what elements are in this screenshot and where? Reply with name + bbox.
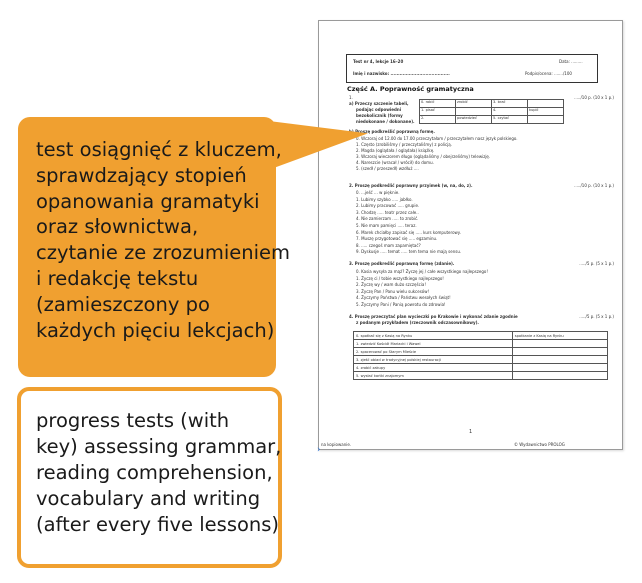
table-cell: 2. bbox=[420, 116, 456, 124]
name-field: Imię i nazwisko: ....................................... bbox=[353, 71, 450, 76]
q3-points: ...../5 p. (5 x 1 p.) bbox=[579, 261, 614, 266]
polish-description-callout bbox=[18, 117, 291, 377]
score-field: Podpis/ocena: ......./100 bbox=[525, 71, 572, 76]
table-cell: 4. zrobić zakupy bbox=[354, 364, 513, 372]
table-cell: 1. pisać bbox=[420, 108, 456, 116]
table-cell: 2. spacerować po Starym Mieście bbox=[354, 348, 513, 356]
exercise-line: 2. Magda (oglądała / oglądała) książkę. bbox=[356, 148, 435, 153]
text-line: i redakcję tekstu bbox=[36, 266, 199, 290]
q4-label-2: z podanym przykładem (rzeczownik odczasownikowy). bbox=[356, 320, 479, 325]
table-cell: zrobić bbox=[456, 100, 492, 108]
table-cell: 3. brać bbox=[492, 100, 528, 108]
text-line: każdych pięciu lekcjach) bbox=[36, 318, 275, 342]
table-cell: powiedzieć bbox=[456, 116, 492, 124]
table-cell: 4. bbox=[492, 108, 528, 116]
exercise-line: 9. Dyskusje ..... temat ..... tem tema nie mają sensu. bbox=[356, 249, 462, 255]
test-sheet bbox=[317, 20, 623, 455]
table-row bbox=[354, 340, 608, 348]
exercise-line: 0. Wczoraj od 12.00 do 17.00 przeczytałam / przeczytałem nasz język polskiego. bbox=[356, 136, 518, 141]
table-cell bbox=[456, 108, 492, 116]
table-cell: 1. zwiedzić Kościół Mariacki i Wawel bbox=[354, 340, 513, 348]
exercise-line: 3. Wczoraj wieczorem długo (oglądaliśmy / obejrzeliśmy) telewizję. bbox=[356, 154, 491, 159]
exercise-line: 4. Życzymy Państwa / Państwu wesołych świąt! bbox=[356, 295, 451, 301]
date-field: Data: ......... bbox=[559, 59, 583, 64]
table-row bbox=[420, 100, 564, 108]
page-number: 1 bbox=[469, 429, 473, 435]
plan-table bbox=[353, 331, 608, 380]
table-row bbox=[354, 364, 608, 372]
section-title: Część A. Poprawność gramatyczna bbox=[347, 85, 474, 93]
text-line: progress tests (with bbox=[36, 409, 230, 432]
q3-label: 3. Proszę podkreślić poprawną formę (zdanie). bbox=[349, 261, 455, 266]
q2-label: 2. Proszę podkreślić poprawny przyimek (w, na, do, z). bbox=[349, 183, 473, 188]
exercise-line: 3. Życzę Pan / Panu wielu sukcesów! bbox=[356, 288, 430, 294]
table-row bbox=[354, 356, 608, 364]
exercise-line: 0. Kasia wysyła za mąż? Życzę jej / całe wszystkiego najlepszego! bbox=[356, 269, 488, 274]
verb-table bbox=[419, 99, 564, 124]
q4-points: ...../5 p. (5 x 1 p.) bbox=[579, 314, 614, 319]
text-line: vocabulary and writing bbox=[36, 487, 261, 510]
chevron-right-icon: › bbox=[317, 445, 321, 455]
table-row bbox=[420, 108, 564, 116]
table-cell: 3. zjeść obiad w tradycyjnej polskiej restauracji bbox=[354, 356, 513, 364]
english-description-box bbox=[17, 387, 282, 568]
q1b-label: b) Proszę podkreślić poprawną formę. bbox=[349, 129, 435, 134]
q1-label: 1. bbox=[349, 95, 353, 100]
table-cell bbox=[512, 356, 607, 364]
exercise-line: 1. Życzę ci / tobie wszystkiego najlepszego! bbox=[356, 275, 444, 281]
table-cell bbox=[528, 100, 564, 108]
polish-description-text bbox=[36, 137, 291, 343]
table-cell: 0. robić bbox=[420, 100, 456, 108]
q1a-2: podając odpowiedni bbox=[356, 107, 402, 112]
test-title: Test nr 4, lekcje 16–20 bbox=[353, 59, 404, 64]
table-cell bbox=[512, 340, 607, 348]
table-row bbox=[354, 348, 608, 356]
table-cell: 5. czytać bbox=[492, 116, 528, 124]
exercise-line: 7. Muszę przygotować się ..... egzaminu. bbox=[356, 236, 438, 242]
text-line: opanowania gramatyki bbox=[36, 189, 260, 213]
table-cell bbox=[528, 116, 564, 124]
q1-points: ...../10 p. (10 x 1 p.) bbox=[574, 95, 614, 100]
exercise-line: 5. Nie mam pamięci ..... teraz. bbox=[356, 223, 417, 228]
text-line: (zamieszczony po bbox=[36, 292, 210, 316]
exercise-line: 5. (szedł / przeszedł) wzdłuż .... bbox=[356, 166, 419, 171]
q2-points: ...../10 p. (10 x 1 p.) bbox=[574, 183, 614, 188]
table-cell bbox=[512, 348, 607, 356]
sheet-header bbox=[346, 54, 598, 83]
table-cell: 0. spotkać się z Kasią na Rynku bbox=[354, 332, 513, 340]
exercise-line: 5. Życzymy Pani / Panią powrotu do zdrowia! bbox=[356, 302, 446, 307]
table-cell: 5. wysłać kartki znajomym bbox=[354, 372, 513, 380]
exercise-line: 6. Marek chciałby zapisać się ..... kurs komputerowy. bbox=[356, 229, 461, 235]
q1a-1: a) Przeczy szczenie tabeli, bbox=[349, 101, 409, 106]
exercise-line: 3. Chodzę ..... teatr przez całe.. bbox=[356, 209, 419, 215]
table-cell: spotkanie z Kasią na Rynku bbox=[512, 332, 607, 340]
exercise-line: 4. Nie zamierzam ..... to zrobić. bbox=[356, 216, 419, 222]
table-cell bbox=[512, 372, 607, 380]
text-line: key) assessing grammar, bbox=[36, 435, 282, 458]
text-line: oraz słownictwa, bbox=[36, 215, 199, 239]
text-line: reading comprehension, bbox=[36, 461, 273, 484]
table-row bbox=[420, 116, 564, 124]
footer-left: na kopiowanie. bbox=[321, 442, 352, 447]
q1a-3: bezokolicznik (formy bbox=[356, 113, 403, 118]
text-line: sprawdzający stopień bbox=[36, 163, 247, 187]
text-line: test osiągnięć z kluczem, bbox=[36, 138, 282, 161]
text-line: (after every five lessons) bbox=[36, 513, 280, 536]
exercise-line: 8. ..... czegoś mam zapamiętać? bbox=[356, 242, 421, 248]
table-row bbox=[354, 372, 608, 380]
exercise-line: 1. Lubimy szybko ..... jabłko. bbox=[356, 196, 413, 202]
footer-right: © Wydawnictwo PROLOG bbox=[514, 442, 565, 447]
table-cell bbox=[512, 364, 607, 372]
q1a-4: niedokonane / dokonane). bbox=[356, 119, 415, 124]
exercise-line: 2. Życzę wy / wam dużo szczęścia! bbox=[356, 282, 426, 288]
q4-label: 4. Proszę przeczytać plan wycieczki po Krakowie i wykonać zdanie zgodnie bbox=[349, 314, 518, 319]
exercise-line: 1. Często (zrobiliśmy / przeczytaliśmy) z policją. bbox=[356, 142, 453, 147]
exercise-line: 2. Lubimy pracować ..... grupie. bbox=[356, 203, 420, 209]
text-line: czytanie ze zrozumieniem bbox=[36, 241, 291, 265]
table-cell: kupić bbox=[528, 108, 564, 116]
table-row bbox=[354, 332, 608, 340]
exercise-line: 0. ...jeść ... w pięknie. bbox=[356, 190, 400, 195]
english-description-text bbox=[36, 408, 281, 538]
exercise-line: 4. Nareszcie (wracał / wrócił) do domu. bbox=[356, 160, 434, 165]
